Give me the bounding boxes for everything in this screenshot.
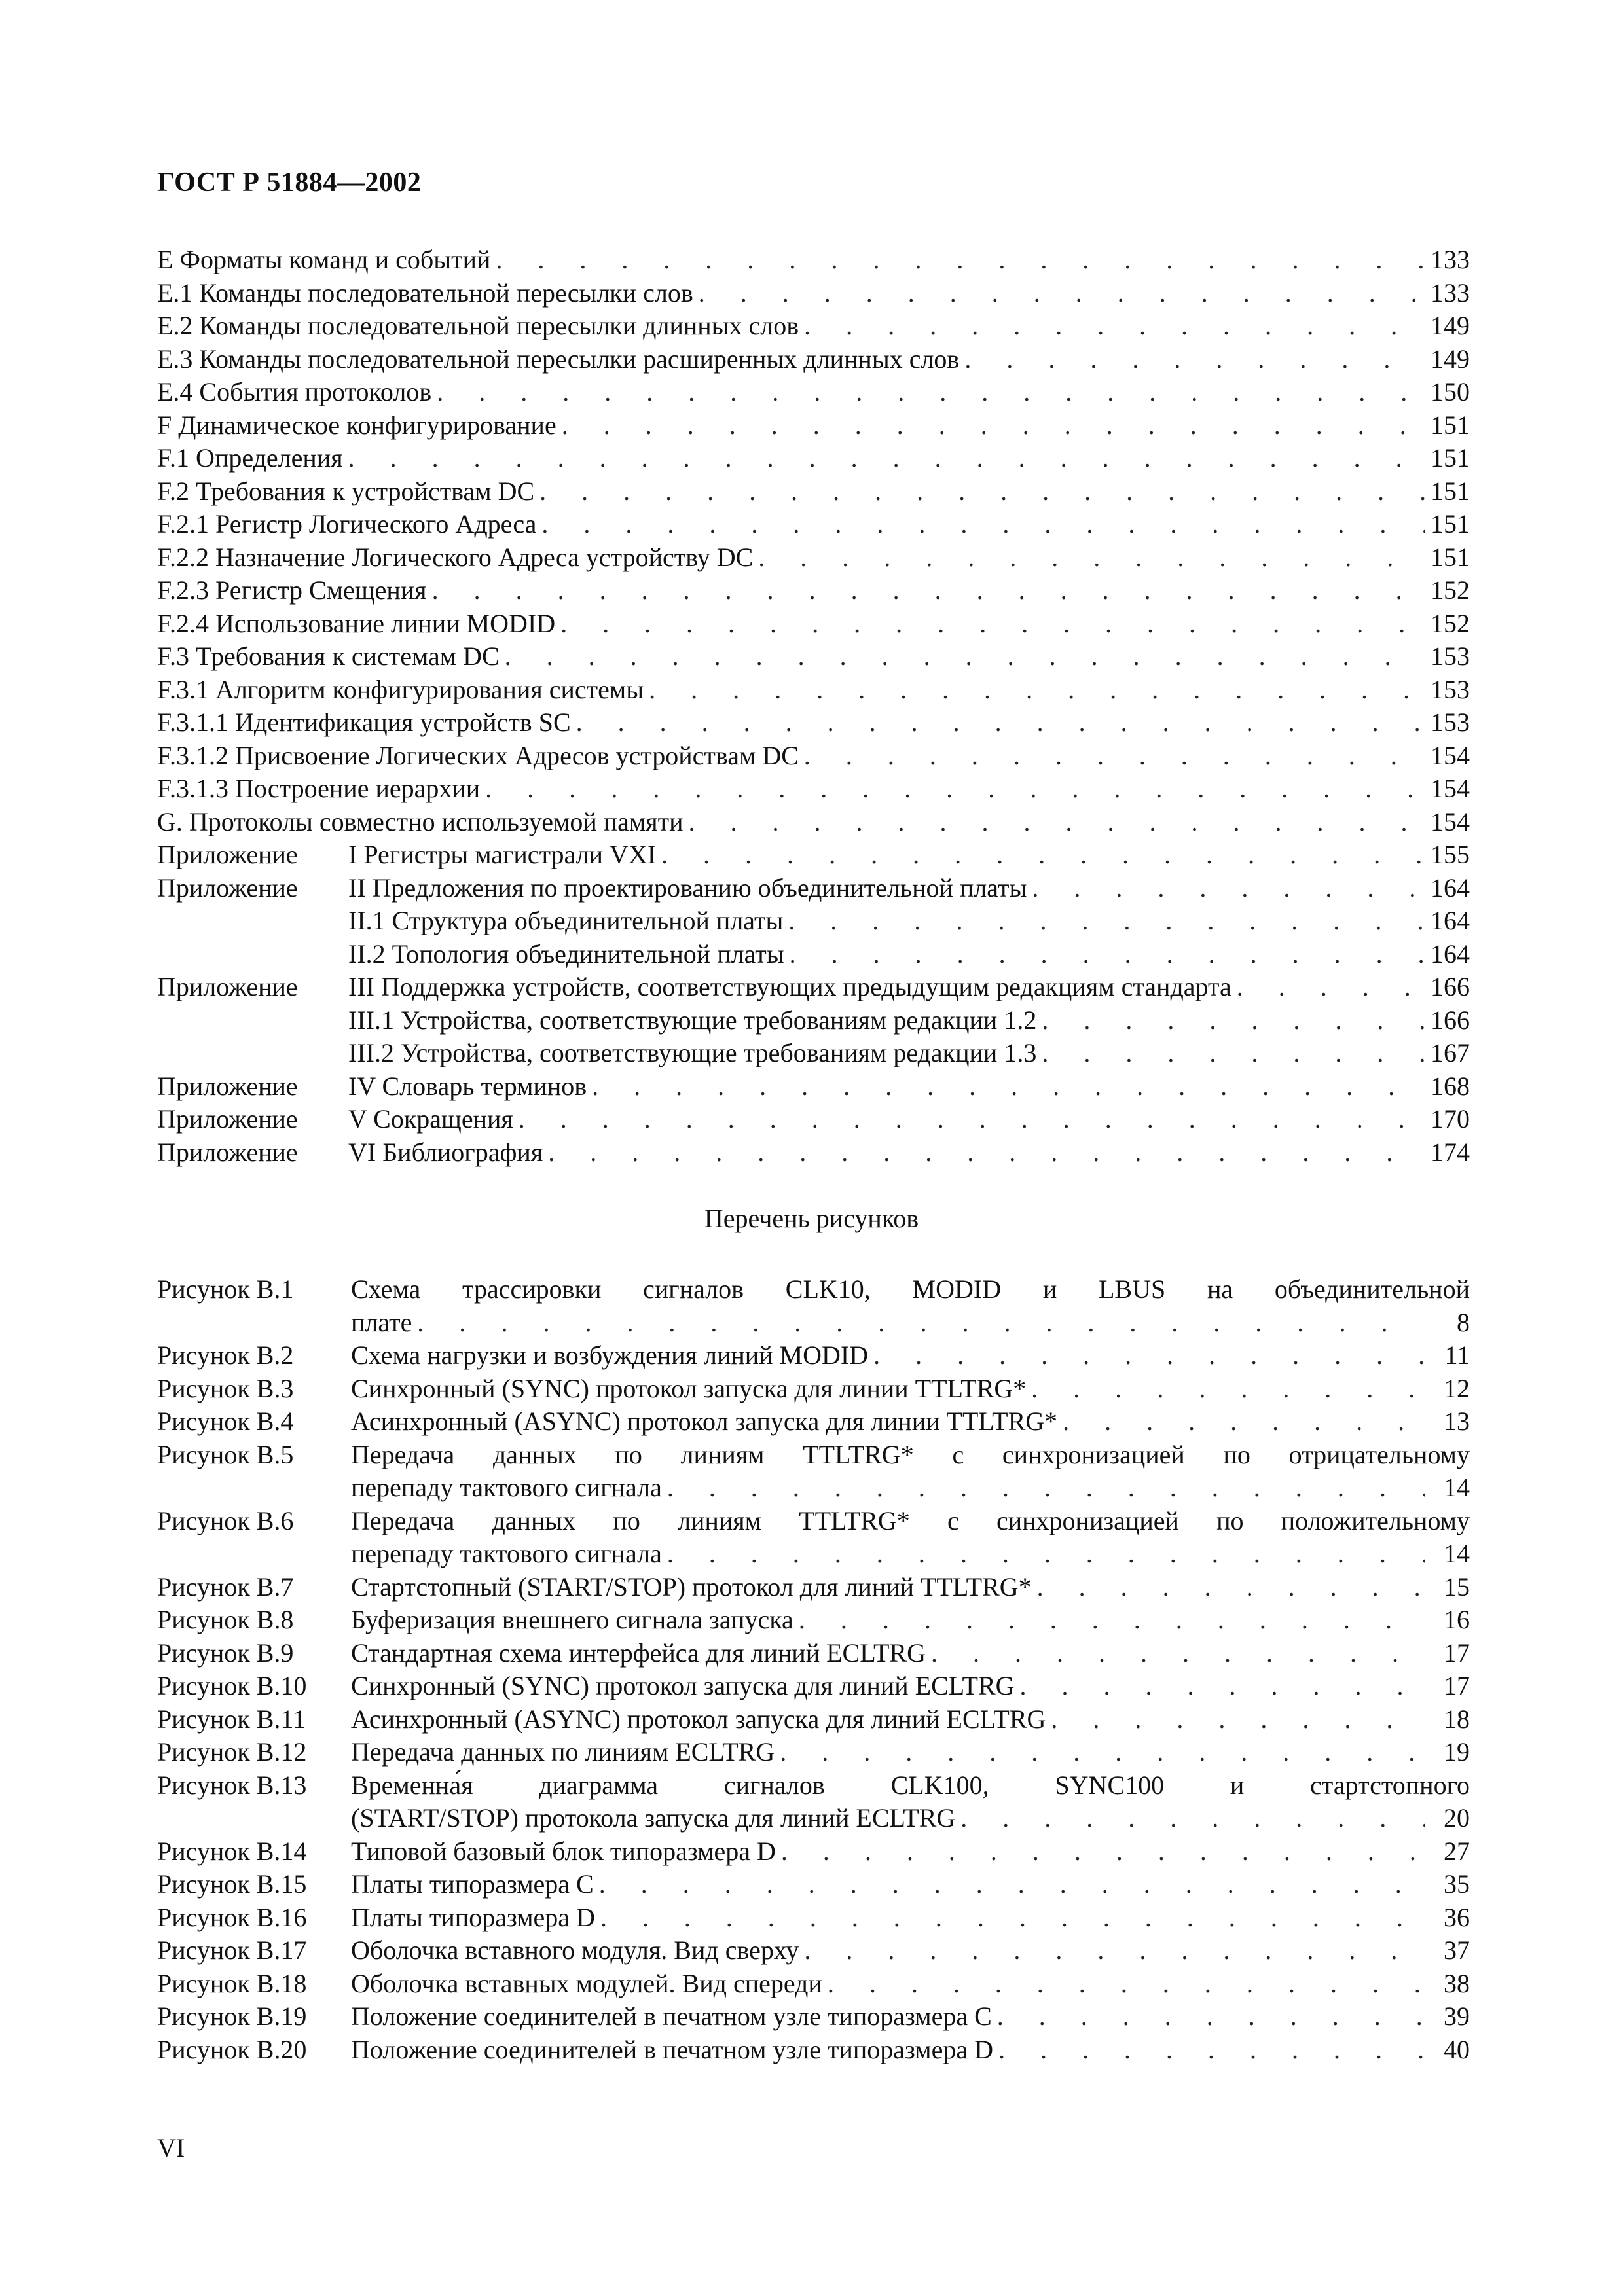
figure-page: 38 <box>1444 1968 1470 1998</box>
toc-leader-dots <box>437 376 1425 409</box>
toc-leader-dots <box>964 343 1425 376</box>
figure-entry <box>157 1537 1470 1571</box>
toc-entry <box>157 740 1470 773</box>
toc-leader-dots <box>780 1736 1425 1769</box>
toc-entry-page: 133 <box>1431 278 1470 308</box>
toc-entry <box>157 838 1470 872</box>
toc-entry-prefix: Приложение <box>157 872 298 903</box>
toc-entry-title: E.4 События протоколов <box>157 377 432 406</box>
toc-entry-title: F.3 Требования к системам DC <box>157 641 500 671</box>
figure-number: Рисунок B.20 <box>157 2034 307 2064</box>
figure-number: Рисунок B.13 <box>157 1770 307 1800</box>
toc-leader-dots <box>667 1537 1425 1571</box>
toc-entry-page: 170 <box>1431 1104 1470 1134</box>
toc-leader-dots <box>505 640 1425 673</box>
toc-entry-title: F.2.3 Регистр Смещения <box>157 575 427 605</box>
toc-entry <box>157 508 1470 541</box>
toc-entry-page: 151 <box>1431 410 1470 440</box>
toc-entry-prefix: Приложение <box>157 1071 298 1101</box>
toc-leader-dots <box>931 1637 1425 1670</box>
figure-entry <box>157 1835 1470 1869</box>
figure-page: 17 <box>1444 1671 1470 1700</box>
figure-entry-line <box>157 1439 1470 1472</box>
figure-number: Рисунок B.14 <box>157 1836 307 1866</box>
toc-entry-prefix: Приложение <box>157 840 298 869</box>
toc-entry-title: II.1 Структура объединительной платы <box>348 906 784 935</box>
figure-page: 27 <box>1444 1836 1470 1866</box>
toc-leader-dots <box>1031 1372 1425 1406</box>
toc-leader-dots <box>799 1604 1425 1637</box>
figure-entry <box>157 1967 1470 2001</box>
toc-entry-title: F.3.1 Алгоритм конфигурирования системы <box>157 674 644 704</box>
toc-entry-title: E.3 Команды последовательной пересылки расширенных длинных слов <box>157 344 960 374</box>
toc-entry-page: 152 <box>1431 575 1470 605</box>
figure-title: Схема нагрузки и возбуждения линий MODID <box>351 1340 869 1370</box>
figure-title: Временна́я диаграмма сигналов CLK100, SYNC100 и стартстопного <box>351 1770 1470 1800</box>
figure-title: Передача данных по линиям TTLTRG* с синхронизацией по отрицательному <box>351 1439 1470 1469</box>
figure-page: 40 <box>1444 2034 1470 2064</box>
figure-title: перепаду тактового сигнала <box>351 1473 662 1502</box>
figure-title: Передача данных по линиям TTLTRG* с синхронизацией по положительному <box>351 1505 1470 1535</box>
figure-number: Рисунок B.10 <box>157 1671 307 1700</box>
toc-leader-dots <box>1037 1571 1425 1604</box>
toc-entry-title: F.1 Определения <box>157 443 343 473</box>
toc-entry-title: III Поддержка устройств, соответствующих предыдущим редакциям стандарта <box>348 972 1231 1001</box>
figure-title: Буферизация внешнего сигнала запуска <box>351 1605 793 1634</box>
toc-entry <box>157 607 1470 641</box>
figure-title: Стартстопный (START/STOP) протокол для линий TTLTRG* <box>351 1571 1032 1602</box>
toc-entry-prefix: Приложение <box>157 1137 298 1167</box>
toc-entry <box>157 772 1470 806</box>
toc-entry <box>157 310 1470 343</box>
toc-entry-title: E.2 Команды последовательной пересылки длинных слов <box>157 311 799 340</box>
toc-leader-dots <box>828 1967 1425 2001</box>
toc-entry-page: 168 <box>1431 1071 1470 1101</box>
toc-entry-title: III.1 Устройства, соответствующие требованиям редакции 1.2 <box>348 1005 1037 1035</box>
toc-entry <box>157 541 1470 575</box>
toc-entry <box>157 1037 1470 1070</box>
figure-page: 15 <box>1444 1571 1470 1602</box>
toc-entry-title: I Регистры магистрали VXI <box>348 840 657 869</box>
figure-title: перепаду тактового сигнала <box>351 1539 662 1568</box>
toc-entry-title: V Сокращения <box>348 1104 513 1134</box>
toc-entry-title: II.2 Топология объединительной платы <box>348 939 784 969</box>
figure-page: 39 <box>1444 2001 1470 2031</box>
figure-number: Рисунок B.11 <box>157 1704 306 1734</box>
figure-number: Рисунок B.2 <box>157 1340 294 1370</box>
toc-leader-dots <box>592 1070 1425 1103</box>
toc-leader-dots <box>562 409 1425 442</box>
toc-entry-page: 164 <box>1431 939 1470 969</box>
toc-leader-dots <box>496 243 1425 277</box>
toc-entry <box>157 806 1470 839</box>
toc-leader-dots <box>539 475 1425 509</box>
toc-leader-dots <box>560 607 1425 641</box>
toc-leader-dots <box>804 1934 1425 1967</box>
toc-entry-page: 166 <box>1431 972 1470 1001</box>
figure-entry <box>157 1306 1470 1340</box>
toc-entry-title: F.3.1.2 Присвоение Логических Адресов устройствам DC <box>157 740 799 770</box>
toc-leader-dots <box>1020 1670 1425 1703</box>
figure-entry <box>157 1901 1470 1935</box>
toc-entry <box>157 872 1470 905</box>
figure-title: Асинхронный (ASYNC) протокол запуска для линий ECLTRG <box>351 1704 1046 1734</box>
figure-entry <box>157 1405 1470 1439</box>
figure-title: Схема трассировки сигналов CLK10, MODID и LBUS на объединительной <box>351 1274 1470 1304</box>
figure-page: 37 <box>1444 1935 1470 1965</box>
toc-entry-prefix: Приложение <box>157 972 298 1001</box>
figure-title: Асинхронный (ASYNC) протокол запуска для линии TTLTRG* <box>351 1407 1058 1436</box>
toc-leader-dots <box>960 1802 1425 1835</box>
toc-entry <box>157 376 1470 409</box>
toc-leader-dots <box>1051 1703 1425 1736</box>
toc-leader-dots <box>576 706 1425 740</box>
figure-number: Рисунок B.17 <box>157 1935 307 1965</box>
toc-entry-page: 154 <box>1431 806 1470 836</box>
figure-title: Стандартная схема интерфейса для линий ECLTRG <box>351 1638 926 1668</box>
toc-entry-title: F.3.1.1 Идентификация устройств SC <box>157 708 571 737</box>
table-of-contents <box>157 243 1470 1169</box>
figure-entry-line <box>157 1273 1470 1306</box>
toc-entry-title: E Форматы команд и событий <box>157 245 491 274</box>
toc-entry-page: 153 <box>1431 674 1470 704</box>
figure-number: Рисунок B.12 <box>157 1737 307 1767</box>
toc-entry <box>157 409 1470 442</box>
figure-title: Оболочка вставных модулей. Вид спереди <box>351 1968 822 1998</box>
figure-title: Типовой базовый блок типоразмера D <box>351 1836 776 1866</box>
toc-leader-dots <box>873 1339 1425 1372</box>
toc-entry <box>157 1136 1470 1170</box>
toc-entry-page: 164 <box>1431 906 1470 935</box>
figure-title: Платы типоразмера D <box>351 1902 595 1932</box>
toc-entry-title: G. Протоколы совместно используемой памяти <box>157 806 684 836</box>
toc-entry-page: 151 <box>1431 542 1470 572</box>
figure-number: Рисунок B.9 <box>157 1638 294 1668</box>
figure-page: 19 <box>1444 1737 1470 1767</box>
toc-entry-title: F Динамическое конфигурирование <box>157 410 556 440</box>
figure-page: 17 <box>1444 1638 1470 1668</box>
toc-entry-page: 153 <box>1431 641 1470 671</box>
toc-leader-dots <box>661 838 1425 872</box>
toc-leader-dots <box>519 1103 1425 1136</box>
toc-entry-page: 174 <box>1431 1137 1470 1167</box>
figure-title: Положение соединителей в печатном узле типоразмера C <box>351 2001 992 2031</box>
toc-entry-title: II Предложения по проектированию объединительной платы <box>348 872 1027 903</box>
toc-leader-dots <box>667 1471 1425 1505</box>
figure-page: 18 <box>1444 1704 1470 1734</box>
figure-entry <box>157 2000 1470 2034</box>
toc-entry-title: F.2 Требования к устройствам DC <box>157 476 535 506</box>
figure-entry-line <box>157 1505 1470 1538</box>
toc-entry-title: VI Библиография <box>348 1137 543 1167</box>
toc-entry <box>157 706 1470 740</box>
toc-leader-dots <box>1042 1037 1425 1070</box>
toc-entry-page: 133 <box>1431 245 1470 274</box>
figure-number: Рисунок B.8 <box>157 1605 294 1634</box>
toc-entry <box>157 971 1470 1004</box>
toc-entry <box>157 1004 1470 1037</box>
figure-number: Рисунок B.4 <box>157 1407 294 1436</box>
toc-entry-page: 167 <box>1431 1038 1470 1067</box>
toc-entry <box>157 1070 1470 1103</box>
toc-leader-dots <box>781 1835 1425 1869</box>
toc-entry <box>157 343 1470 376</box>
toc-entry-page: 154 <box>1431 740 1470 770</box>
figure-page: 16 <box>1444 1605 1470 1634</box>
toc-leader-dots <box>485 772 1425 806</box>
toc-entry <box>157 277 1470 310</box>
figure-entry <box>157 2034 1470 2067</box>
toc-leader-dots <box>688 806 1425 839</box>
figure-entry-line <box>157 1769 1470 1803</box>
toc-entry <box>157 640 1470 673</box>
figure-title: Оболочка вставного модуля. Вид сверху <box>351 1935 799 1965</box>
toc-leader-dots <box>788 905 1425 938</box>
figure-page: 36 <box>1444 1902 1470 1932</box>
toc-leader-dots <box>790 938 1425 971</box>
figure-page: 20 <box>1444 1803 1470 1833</box>
toc-leader-dots <box>804 310 1425 343</box>
toc-entry-page: 152 <box>1431 608 1470 638</box>
toc-leader-dots <box>649 673 1425 707</box>
toc-entry-page: 164 <box>1431 872 1470 903</box>
figure-entry <box>157 1703 1470 1736</box>
figure-entry <box>157 1934 1470 1967</box>
figure-entry <box>157 1736 1470 1769</box>
toc-entry-title: IV Словарь терминов <box>348 1071 587 1101</box>
toc-leader-dots <box>804 740 1425 773</box>
figure-entry <box>157 1571 1470 1604</box>
figure-number: Рисунок B.1 <box>157 1274 294 1304</box>
figures-list-heading: Перечень рисунков <box>704 1204 919 1233</box>
toc-leader-dots <box>758 541 1425 575</box>
figure-page: 14 <box>1444 1473 1470 1502</box>
toc-leader-dots <box>600 1901 1425 1935</box>
figure-number: Рисунок B.19 <box>157 2001 307 2031</box>
figure-page: 8 <box>1457 1307 1470 1337</box>
toc-entry-title: F.3.1.3 Построение иерархии <box>157 774 481 803</box>
toc-leader-dots <box>348 442 1425 475</box>
page-number-footer: VI <box>157 2133 185 2162</box>
toc-entry-page: 150 <box>1431 377 1470 406</box>
toc-entry-page: 151 <box>1431 443 1470 473</box>
toc-entry-page: 154 <box>1431 774 1470 803</box>
toc-entry <box>157 243 1470 277</box>
toc-entry-page: 149 <box>1431 311 1470 340</box>
figure-entry <box>157 1802 1470 1835</box>
toc-leader-dots <box>1032 872 1425 905</box>
figures-list <box>157 1273 1470 2066</box>
toc-leader-dots <box>1063 1405 1425 1439</box>
figure-entry <box>157 1868 1470 1901</box>
figure-page: 14 <box>1444 1539 1470 1568</box>
toc-entry-prefix: Приложение <box>157 1104 298 1134</box>
figure-number: Рисунок B.3 <box>157 1373 294 1403</box>
toc-leader-dots <box>417 1306 1425 1340</box>
figure-entry <box>157 1339 1470 1372</box>
figure-title: плате <box>351 1307 412 1337</box>
figure-entry <box>157 1670 1470 1703</box>
toc-entry <box>157 1103 1470 1136</box>
toc-leader-dots <box>1237 971 1425 1004</box>
toc-leader-dots <box>1042 1004 1425 1037</box>
figure-number: Рисунок B.15 <box>157 1869 307 1899</box>
toc-leader-dots <box>599 1868 1425 1901</box>
figure-number: Рисунок B.7 <box>157 1571 294 1602</box>
figure-entry <box>157 1637 1470 1670</box>
toc-entry-title: F.2.1 Регистр Логического Адреса <box>157 509 537 539</box>
figure-title: Платы типоразмера C <box>351 1869 594 1899</box>
figure-title: Положение соединителей в печатном узле типоразмера D <box>351 2034 993 2064</box>
toc-entry <box>157 475 1470 509</box>
toc-leader-dots <box>541 508 1425 541</box>
figure-number: Рисунок B.18 <box>157 1968 307 1998</box>
figure-entry <box>157 1604 1470 1637</box>
figure-number: Рисунок B.6 <box>157 1505 294 1535</box>
figure-number: Рисунок B.16 <box>157 1902 307 1932</box>
figure-title: Синхронный (SYNC) протокол запуска для линий ECLTRG <box>351 1671 1015 1700</box>
toc-leader-dots <box>548 1136 1425 1170</box>
toc-entry-page: 149 <box>1431 344 1470 374</box>
figure-number: Рисунок B.5 <box>157 1439 294 1469</box>
toc-entry-title: F.2.2 Назначение Логического Адреса устройству DC <box>157 542 754 572</box>
toc-entry <box>157 442 1470 475</box>
figure-title: Передача данных по линиям ECLTRG <box>351 1737 775 1767</box>
toc-leader-dots <box>998 2034 1425 2067</box>
toc-entry-title: III.2 Устройства, соответствующие требованиям редакции 1.3 <box>348 1038 1037 1067</box>
toc-entry-title: F.2.4 Использование линии MODID <box>157 608 556 638</box>
toc-entry <box>157 673 1470 707</box>
toc-entry <box>157 938 1470 971</box>
toc-entry-page: 155 <box>1431 840 1470 869</box>
toc-entry-page: 151 <box>1431 509 1470 539</box>
toc-entry <box>157 905 1470 938</box>
toc-entry <box>157 574 1470 607</box>
toc-leader-dots <box>699 277 1425 310</box>
toc-entry-title: E.1 Команды последовательной пересылки слов <box>157 278 693 308</box>
figure-page: 13 <box>1444 1407 1470 1436</box>
document-header: ГОСТ Р 51884—2002 <box>157 168 422 198</box>
toc-leader-dots <box>432 574 1425 607</box>
toc-entry-page: 153 <box>1431 708 1470 737</box>
toc-leader-dots <box>997 2000 1425 2034</box>
figure-entry <box>157 1372 1470 1406</box>
toc-entry-page: 151 <box>1431 476 1470 506</box>
figure-page: 11 <box>1444 1340 1470 1370</box>
figure-title: (START/STOP) протокола запуска для линий ECLTRG <box>351 1803 956 1833</box>
figure-entry <box>157 1471 1470 1505</box>
figure-page: 12 <box>1444 1373 1470 1403</box>
toc-entry-page: 166 <box>1431 1005 1470 1035</box>
figure-page: 35 <box>1444 1869 1470 1899</box>
figure-title: Синхронный (SYNC) протокол запуска для линии TTLTRG* <box>351 1373 1027 1403</box>
